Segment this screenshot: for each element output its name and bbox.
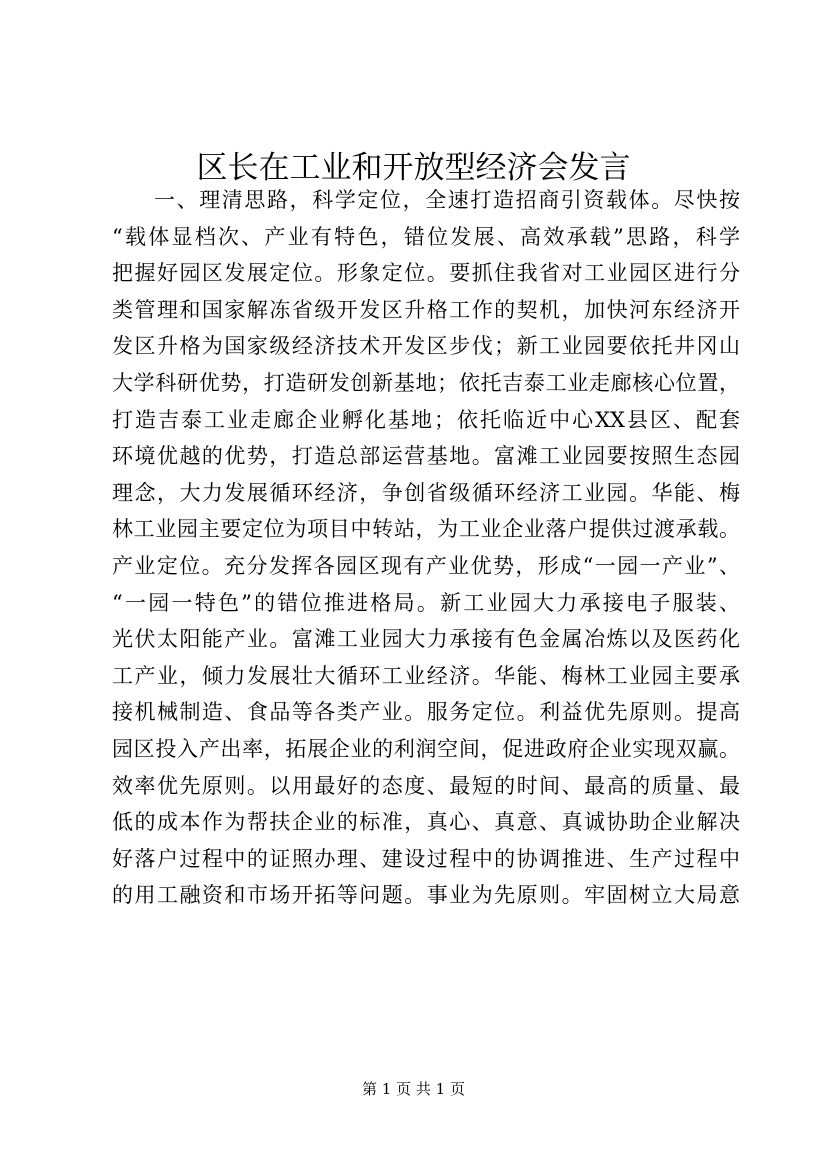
paragraph-line: 低的成本作为帮扶企业的标准，真心、真意、真诚协助企业解决 [112, 810, 740, 835]
paragraph-line: 光伏太阳能产业。富滩工业园大力承接有色金属冶炼以及医药化 [112, 627, 740, 652]
paragraph-line: 大学科研优势，打造研发创新基地；依托吉泰工业走廊核心位置， [112, 370, 740, 395]
paragraph-line: 打造吉泰工业走廊企业孵化基地；依托临近中心XX县区、配套 [112, 407, 740, 432]
paragraph-line: 一、理清思路，科学定位，全速打造招商引资载体。尽快按 [154, 188, 740, 212]
paragraph-line: 的用工融资和市场开拓等问题。事业为先原则。牢固树立大局意 [112, 883, 740, 908]
paragraph-line: 效率优先原则。以用最好的态度、最短的时间、最高的质量、最 [112, 773, 740, 798]
document-body [112, 182, 740, 914]
paragraph-line: “载体显档次、产业有特色，错位发展、高效承载”思路，科学 [112, 224, 740, 249]
paragraph-line: 产业定位。充分发挥各园区现有产业优势，形成“一园一产业”、 [112, 553, 740, 578]
paragraph-line: 把握好园区发展定位。形象定位。要抓住我省对工业园区进行分 [112, 261, 740, 286]
paragraph-line: 林工业园主要定位为项目中转站，为工业企业落户提供过渡承载。 [112, 517, 740, 542]
paragraph-line: 园区投入产出率，拓展企业的利润空间，促进政府企业实现双赢。 [112, 736, 740, 761]
paragraph-line: 工产业，倾力发展壮大循环工业经济。华能、梅林工业园主要承 [112, 663, 740, 688]
paragraph-line: 理念，大力发展循环经济，争创省级循环经济工业园。华能、梅 [112, 480, 740, 505]
paragraph-line: 好落户过程中的证照办理、建设过程中的协调推进、生产过程中 [112, 846, 740, 871]
paragraph-line: 发区升格为国家级经济技术开发区步伐；新工业园要依托井冈山 [112, 334, 740, 359]
page-footer: 第 1 页 共 1 页 [362, 1080, 465, 1098]
paragraph-line: 环境优越的优势，打造总部运营基地。富滩工业园要按照生态园 [112, 444, 740, 469]
paragraph-line: 类管理和国家解冻省级开发区升格工作的契机，加快河东经济开 [112, 297, 740, 322]
paragraph-line: “一园一特色”的错位推进格局。新工业园大力承接电子服装、 [112, 590, 740, 615]
paragraph-line: 接机械制造、食品等各类产业。服务定位。利益优先原则。提高 [112, 700, 740, 725]
document-title: 区长在工业和开放型经济会发言 [196, 150, 631, 186]
